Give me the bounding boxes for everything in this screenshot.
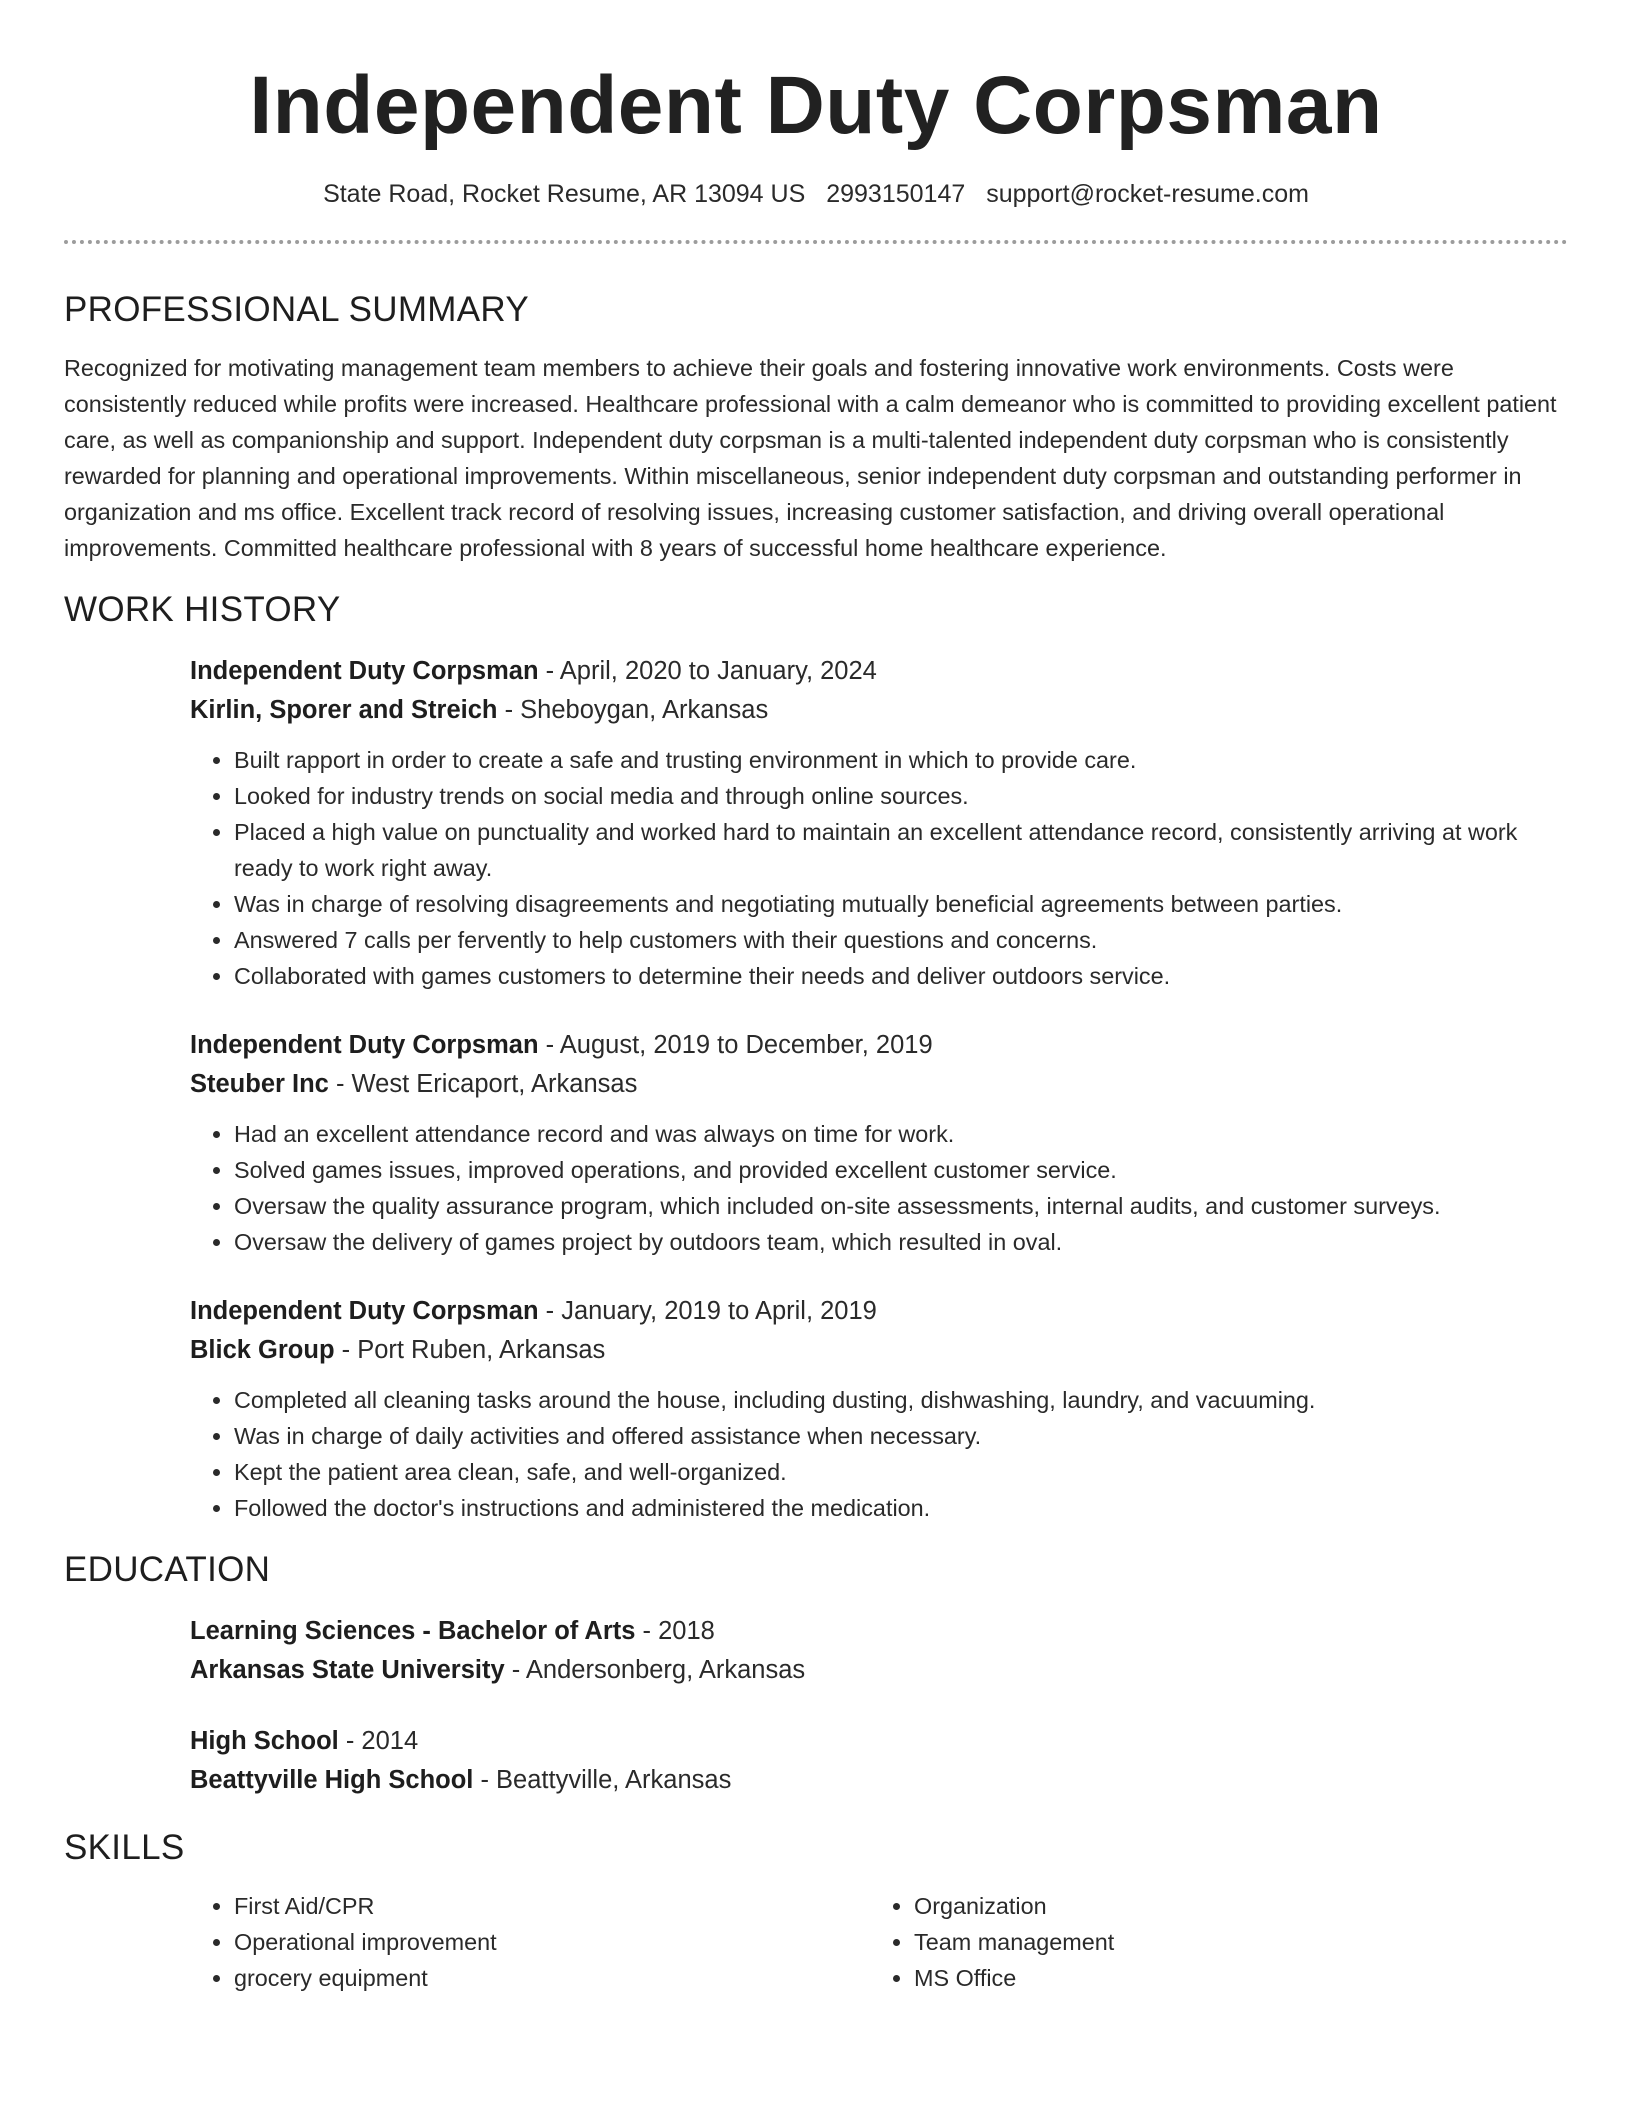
job-title-line (190, 1026, 1568, 1065)
education-entry (190, 1612, 1568, 1690)
contact-address: State Road, Rocket Resume, AR 13094 US (323, 180, 806, 208)
education-year: - 2018 (635, 1617, 715, 1645)
skill-item: • Team management (914, 1924, 1550, 1960)
section-title-education: EDUCATION (64, 1550, 271, 1589)
job-location: - Sheboygan, Arkansas (497, 696, 769, 724)
list-item: • Had an excellent attendance record and was always on time for work. (234, 1116, 1568, 1152)
list-item: • Kept the patient area clean, safe, and well-organized. (234, 1454, 1568, 1490)
job-company: Kirlin, Sporer and Streich (190, 696, 498, 724)
education-location: - Beattyville, Arkansas (473, 1766, 732, 1794)
job-dates: - April, 2020 to January, 2024 (538, 657, 877, 685)
list-item: • Built rapport in order to create a safe and trusting environment in which to provide care. (234, 742, 1568, 778)
job-location: - West Ericaport, Arkansas (328, 1070, 638, 1098)
list-item: • Collaborated with games customers to determine their needs and deliver outdoors service. (234, 958, 1568, 994)
list-item: • Was in charge of resolving disagreements and negotiating mutually beneficial agreements between parties. (234, 886, 1568, 922)
skill-item: • Organization (914, 1888, 1550, 1924)
skills-list-left (190, 1888, 870, 1996)
job-company: Steuber Inc (190, 1070, 329, 1098)
list-item: • Oversaw the delivery of games project by outdoors team, which resulted in oval. (234, 1224, 1568, 1260)
resume-page (64, 0, 1568, 1996)
skill-item: • First Aid/CPR (234, 1888, 870, 1924)
section-title-skills: SKILLS (64, 1828, 185, 1867)
education-degree-line (190, 1612, 1568, 1651)
education-degree-line (190, 1722, 1568, 1761)
job-location: - Port Ruben, Arkansas (334, 1336, 606, 1364)
job-bullets (190, 742, 1568, 994)
job-role: Independent Duty Corpsman (190, 1031, 539, 1059)
job-bullets (190, 1116, 1568, 1260)
section-title-work-history: WORK HISTORY (64, 590, 341, 629)
list-item: • Followed the doctor's instructions and administered the medication. (234, 1490, 1568, 1526)
job-title-line (190, 652, 1568, 691)
education-school-line (190, 1651, 1568, 1690)
education-entry (190, 1722, 1568, 1800)
list-item: • Completed all cleaning tasks around the house, including dusting, dishwashing, laundry, and vacuuming. (234, 1382, 1568, 1418)
list-item: • Answered 7 calls per fervently to help customers with their questions and concerns. (234, 922, 1568, 958)
job-entry (190, 652, 1568, 994)
list-item: • Placed a high value on punctuality and worked hard to maintain an excellent attendance record, consistently arriving at work ready to work right away. (234, 814, 1568, 886)
header-divider (64, 240, 1568, 244)
education-school-line (190, 1761, 1568, 1800)
job-entry (190, 1292, 1568, 1526)
skill-item: • Operational improvement (234, 1924, 870, 1960)
skills-grid (190, 1888, 1568, 1996)
skills-column-right (870, 1888, 1550, 1996)
job-title-line (190, 1292, 1568, 1331)
list-item: • Oversaw the quality assurance program, which included on-site assessments, internal audits, and customer surveys. (234, 1188, 1568, 1224)
contact-phone: 2993150147 (826, 180, 966, 208)
job-company: Blick Group (190, 1336, 335, 1364)
skill-item: • grocery equipment (234, 1960, 870, 1996)
section-title-summary: PROFESSIONAL SUMMARY (64, 290, 529, 329)
candidate-name: Independent Duty Corpsman (249, 60, 1383, 151)
education-school: Arkansas State University (190, 1656, 505, 1684)
education-degree: High School (190, 1727, 339, 1755)
job-role: Independent Duty Corpsman (190, 1297, 539, 1325)
list-item: • Was in charge of daily activities and offered assistance when necessary. (234, 1418, 1568, 1454)
education-degree: Learning Sciences - Bachelor of Arts (190, 1617, 636, 1645)
list-item: • Looked for industry trends on social media and through online sources. (234, 778, 1568, 814)
job-role: Independent Duty Corpsman (190, 657, 539, 685)
contact-email[interactable]: support@rocket-resume.com (986, 180, 1309, 208)
job-bullets (190, 1382, 1568, 1526)
skills-column-left (190, 1888, 870, 1996)
education-location: - Andersonberg, Arkansas (504, 1656, 806, 1684)
contact-line (64, 178, 1568, 210)
job-company-line (190, 1065, 1568, 1104)
summary-text: Recognized for motivating management team members to achieve their goals and fostering innovative work environments. Costs were consistently reduced while profits were increased. Healthcare professional with a calm demeanor who is committed to providing excellent patient care, as well as companionship and support. Independent duty corpsman is a multi-talented independent duty corpsman who is consistently rewarded for planning and operational improvements. Within miscellaneous, senior independent duty corpsman and outstanding performer in organization and ms office. Excellent track record of resolving issues, increasing customer satisfaction, and driving overall operational improvements. Committed healthcare professional with 8 years of successful home healthcare experience. (64, 355, 1557, 561)
job-company-line (190, 1331, 1568, 1370)
skills-list-right (870, 1888, 1550, 1996)
job-dates: - August, 2019 to December, 2019 (538, 1031, 933, 1059)
job-dates: - January, 2019 to April, 2019 (538, 1297, 877, 1325)
education-school: Beattyville High School (190, 1766, 474, 1794)
job-company-line (190, 691, 1568, 730)
job-entry (190, 1026, 1568, 1260)
skill-item: • MS Office (914, 1960, 1550, 1996)
list-item: • Solved games issues, improved operations, and provided excellent customer service. (234, 1152, 1568, 1188)
education-year: - 2014 (338, 1727, 419, 1755)
